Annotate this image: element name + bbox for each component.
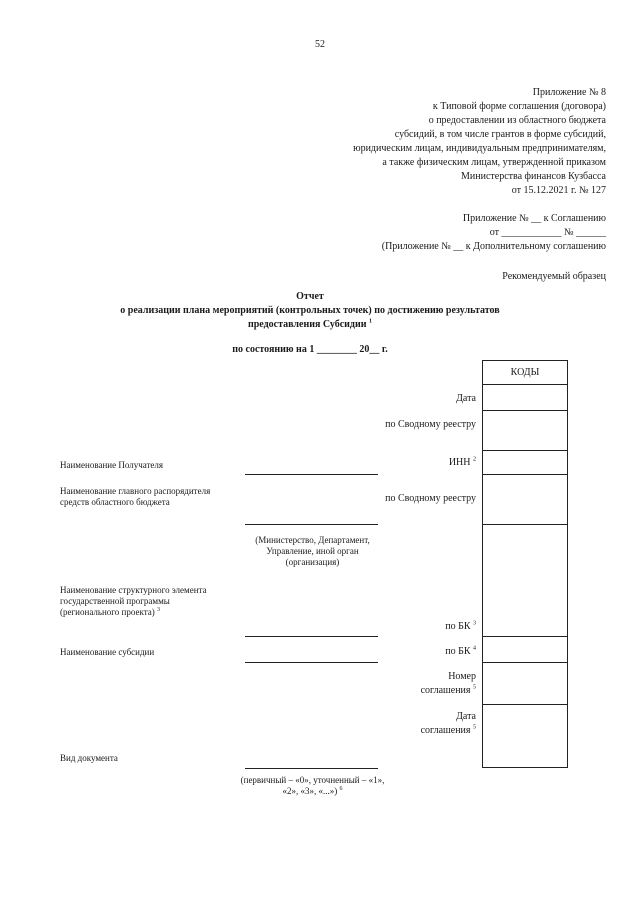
report-subtitle-1: о реализации плана мероприятий (контрольных точек) по достижению результатов	[120, 305, 500, 316]
report-subtitle-2	[40, 318, 580, 332]
label-main-manager: Наименование главного распорядителя средств областного бюджета	[60, 486, 211, 507]
code-label-agreement-number-text: Номер соглашения	[420, 671, 476, 696]
hint-main-manager: (Министерство, Департамент, Управление, иной орган (организация)	[255, 535, 370, 567]
code-label-bk-4	[380, 645, 476, 659]
hint-doc-type	[240, 775, 385, 797]
appendix-line: к Типовой форме соглашения (договора)	[432, 101, 606, 112]
codes-row-divider	[482, 410, 568, 411]
code-label-agreement-date	[400, 710, 476, 738]
label-structural-element-text: Наименование структурного элемента государственной программы (регионального проекта)	[60, 585, 207, 617]
footnote-mark: 1	[369, 318, 373, 325]
footnote-mark: 4	[473, 645, 476, 652]
codes-row-divider	[482, 450, 568, 451]
codes-row-divider	[482, 704, 568, 705]
codes-column	[482, 384, 568, 768]
label-recipient: Наименование Получателя	[60, 460, 164, 470]
codes-row-divider	[482, 636, 568, 637]
codes-row-divider	[482, 662, 568, 663]
input-line-recipient[interactable]	[245, 474, 378, 475]
code-label-bk-3	[380, 620, 476, 634]
code-label-bk-text: по БК	[445, 621, 471, 632]
code-label-consolidated-register-2: по Сводному реестру	[385, 493, 476, 504]
label-subsidy-name: Наименование субсидии	[60, 647, 155, 657]
footnote-mark: 5	[473, 684, 476, 691]
footnote-mark: 5	[473, 724, 476, 731]
label-doc-type: Вид документа	[60, 753, 118, 763]
input-line-subsidy-name[interactable]	[245, 662, 378, 663]
footnote-mark: 3	[156, 607, 160, 613]
codes-row-divider	[482, 524, 568, 525]
report-as-of: по состоянию на 1 ________ 20__ г.	[232, 344, 388, 355]
appendix-line: о предоставлении из областного бюджета	[428, 115, 606, 126]
footnote-mark: 3	[473, 620, 476, 627]
page-number: 52	[315, 39, 325, 50]
code-label-agreement-number	[400, 670, 476, 698]
appendix-block	[260, 86, 606, 198]
appendix-line: Министерства финансов Кузбасса	[461, 171, 606, 182]
recommended-sample: Рекомендуемый образец	[502, 271, 606, 282]
codes-header-cell	[482, 360, 568, 385]
footnote-mark: 6	[339, 786, 343, 792]
appendix-line: юридическим лицам, индивидуальным предпринимателям,	[353, 143, 606, 154]
input-line-main-manager[interactable]	[245, 524, 378, 525]
appendix-line: субсидий, в том числе грантов в форме субсидий,	[394, 129, 606, 140]
appendix-line: Приложение № 8	[532, 87, 606, 98]
code-label-bk-text: по БК	[445, 646, 471, 657]
code-label-date: Дата	[456, 393, 476, 404]
report-subtitle-2-text: предоставления Субсидии	[247, 319, 367, 330]
label-structural-element	[60, 585, 210, 618]
hint-doc-type-text: (первичный – «0», уточненный – «1», «2», «3», «...»)	[240, 775, 385, 796]
appendix-line: а также физическим лицам, утвержденной приказом	[382, 157, 606, 168]
agreement-block	[300, 212, 606, 254]
codes-row-divider	[482, 474, 568, 475]
agreement-line: Приложение № __ к Соглашению	[462, 213, 606, 224]
input-line-structural-element[interactable]	[245, 636, 378, 637]
input-line-doc-type[interactable]	[245, 768, 378, 769]
agreement-line: от ____________ № ______	[489, 227, 606, 238]
code-label-inn	[380, 456, 476, 470]
agreement-line: (Приложение № __ к Дополнительному соглашению	[381, 241, 606, 252]
code-label-inn-text: ИНН	[448, 457, 471, 468]
code-label-consolidated-register: по Сводному реестру	[385, 419, 476, 430]
report-title: Отчет	[296, 291, 324, 302]
appendix-line: от 15.12.2021 г. № 127	[511, 185, 606, 196]
code-label-agreement-date-text: Дата соглашения	[420, 711, 476, 736]
codes-header: КОДЫ	[510, 367, 540, 378]
footnote-mark: 2	[473, 456, 476, 463]
